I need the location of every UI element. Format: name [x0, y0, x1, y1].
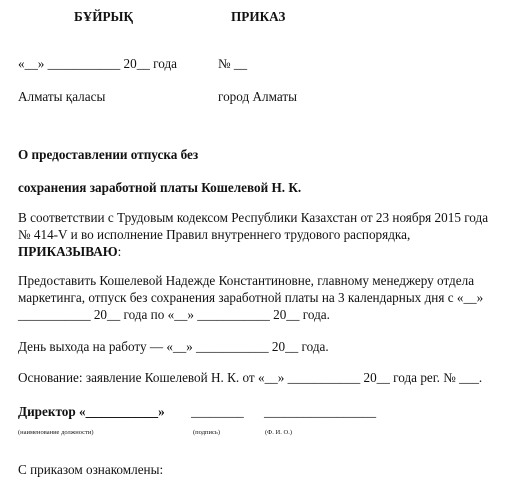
subject-line-1: О предоставлении отпуска без	[18, 147, 199, 162]
order-colon: :	[117, 244, 122, 259]
order-word: ПРИКАЗЫВАЮ	[18, 244, 118, 259]
order-title-kz: БҰЙРЫҚ	[74, 9, 134, 24]
order-number: № __	[218, 56, 248, 71]
name-line: _________________	[264, 404, 377, 419]
body-line-2: маркетинга, отпуск без сохранения заработной платы на 3 календарных дня с «__»	[18, 290, 484, 305]
date-line: «__» ___________ 20__ года	[18, 56, 178, 71]
caption-signature: (подпись)	[193, 429, 220, 436]
city-ru: город Алматы	[218, 89, 297, 104]
preamble-order	[18, 243, 518, 260]
preamble-line-2: № 414-V и во исполнение Правил внутреннего трудового распорядка,	[18, 227, 411, 242]
return-day: День выхода на работу — «__» ___________ 20__ года.	[18, 339, 329, 354]
signature-line: ________	[191, 404, 244, 419]
body-line-3: ___________ 20__ года по «__» ___________ 20__ года.	[18, 307, 330, 322]
caption-position: (наименование должности)	[18, 429, 94, 436]
basis: Основание: заявление Кошелевой Н. К. от «__» ___________ 20__ года рег. № ___.	[18, 370, 483, 385]
body-line-1: Предоставить Кошелевой Надежде Константиновне, главному менеджеру отдела	[18, 273, 475, 288]
subject-line-2: сохранения заработной платы Кошелевой Н. К.	[18, 180, 302, 195]
caption-name: (Ф. И. О.)	[265, 429, 292, 436]
city-kz: Алматы қаласы	[18, 89, 106, 104]
acquainted-line: С приказом ознакомлены:	[18, 462, 164, 477]
preamble-line-1: В соответствии с Трудовым кодексом Республики Казахстан от 23 ноября 2015 года	[18, 210, 489, 225]
order-title-ru: ПРИКАЗ	[231, 9, 286, 24]
director-line: Директор «___________»	[18, 404, 165, 419]
